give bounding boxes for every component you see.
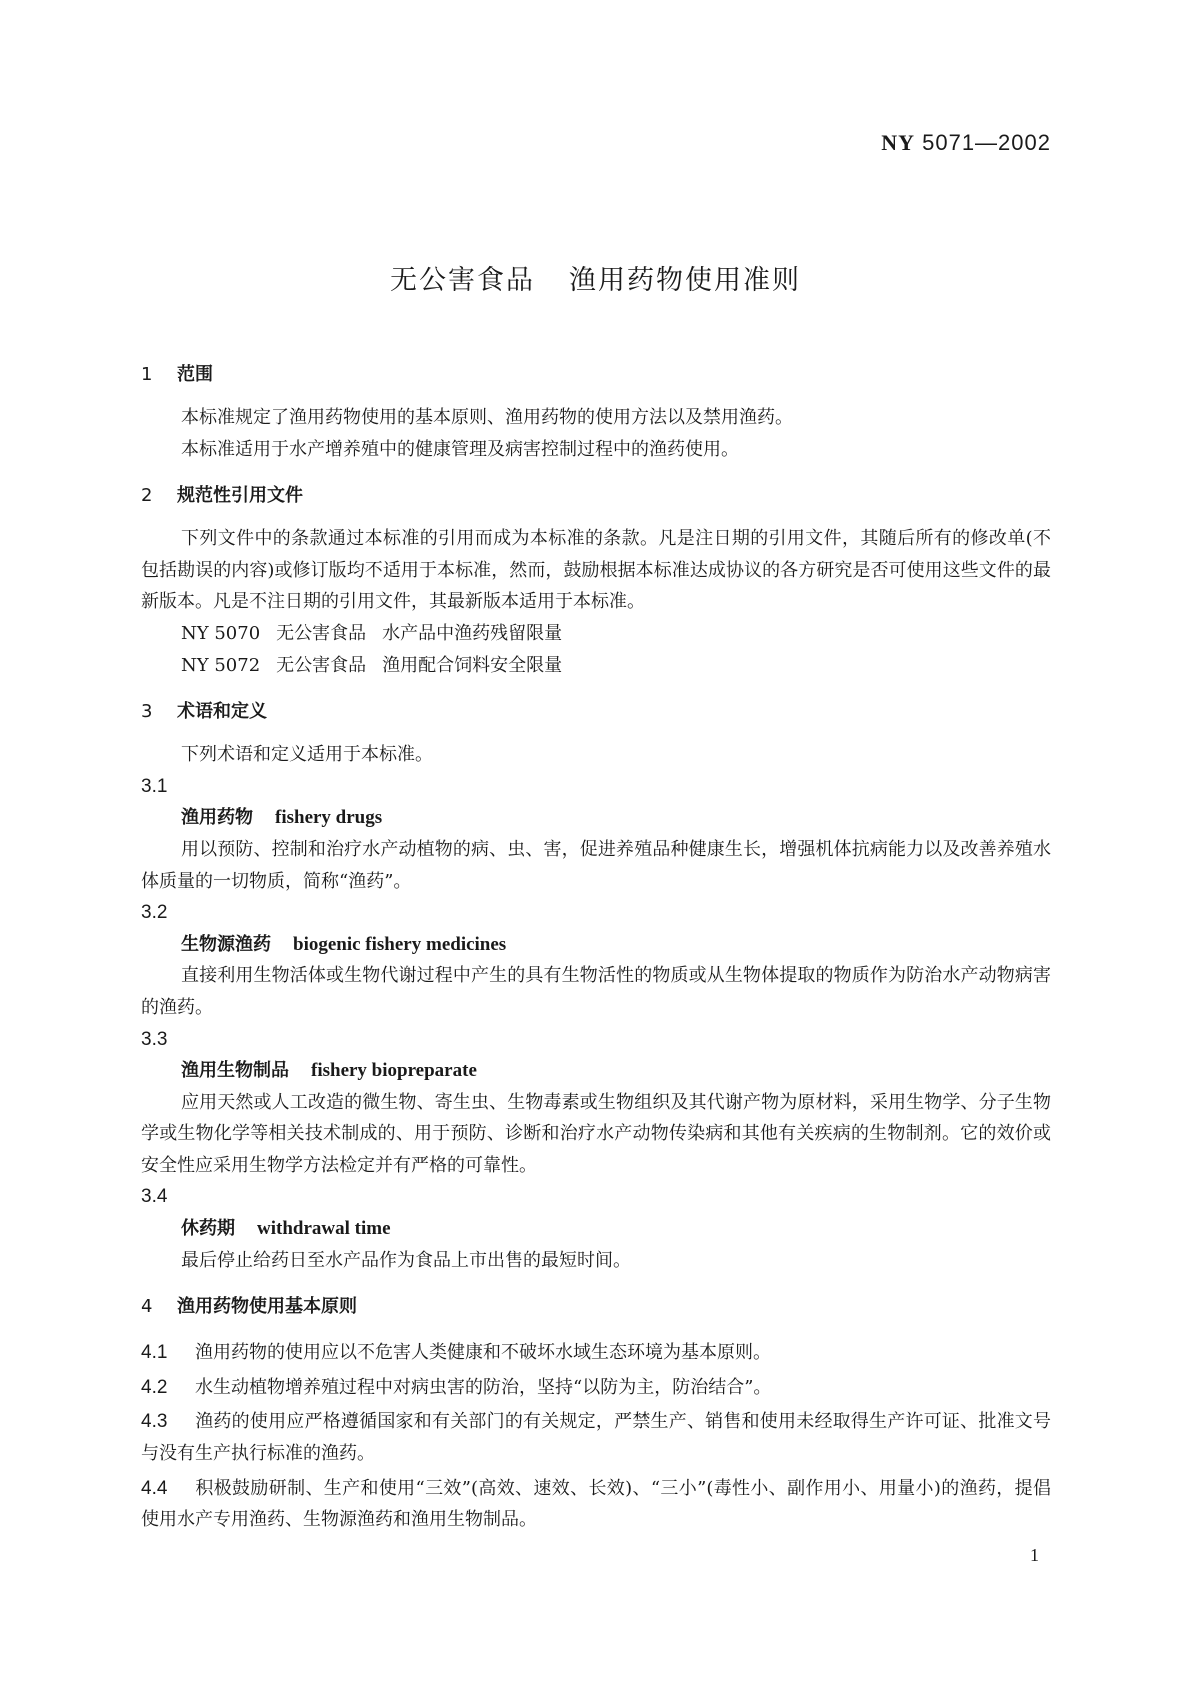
term-definition: 直接利用生物活体或生物代谢过程中产生的具有生物活性的物质或从生物体提取的物质作为防治水产动物病害的渔药。 bbox=[141, 965, 1051, 1018]
term-name-en: withdrawal time bbox=[257, 1218, 391, 1240]
reference-item bbox=[141, 650, 1051, 682]
term-name-en: fishery drugs bbox=[275, 807, 383, 829]
clause-text: 渔用药物的使用应以不危害人类健康和不破坏水域生态环境为基本原则。 bbox=[195, 1342, 771, 1364]
reference-title-1: 无公害食品 bbox=[276, 654, 367, 676]
term-name bbox=[141, 929, 1051, 961]
section-title: 渔用药物使用基本原则 bbox=[177, 1296, 357, 1318]
term-number: 3.1 bbox=[141, 775, 168, 797]
reference-title-2: 渔用配合饲料安全限量 bbox=[382, 654, 563, 676]
section-heading-normative-references bbox=[141, 479, 1051, 513]
clause bbox=[141, 1337, 1051, 1369]
section-heading-terms bbox=[141, 695, 1051, 729]
reference-title-2: 水产品中渔药残留限量 bbox=[382, 622, 563, 644]
reference-code: NY 5072 bbox=[181, 654, 261, 676]
paragraph: 本标准适用于水产增养殖中的健康管理及病害控制过程中的渔药使用。 bbox=[181, 438, 739, 460]
term-name-en: fishery biopreparate bbox=[311, 1060, 477, 1082]
standard-code-number: 5071—2002 bbox=[922, 130, 1051, 155]
clause-text: 积极鼓励研制、生产和使用“三效”(高效、速效、长效)、“三小”(毒性小、副作用小、用量小)的渔药，提倡使用水产专用渔药、生物源渔药和渔用生物制品。 bbox=[141, 1477, 1051, 1531]
standard-code-prefix: NY bbox=[881, 130, 915, 155]
term-definition: 用以预防、控制和治疗水产动植物的病、虫、害，促进养殖品种健康生长，增强机体抗病能力以及改善养殖水体质量的一切物质，简称“渔药”。 bbox=[141, 838, 1051, 892]
term-number: 3.2 bbox=[141, 902, 168, 924]
paragraph: 下列文件中的条款通过本标准的引用而成为本标准的条款。凡是注日期的引用文件，其随后所有的修改单(不包括勘误的内容)或修订版均不适用于本标准，然而，鼓励根据本标准达成协议的各方研究是否可使用这些文件的最新版本。凡是不注日期的引用文件，其最新版本适用于本标准。 bbox=[141, 528, 1051, 613]
page-number-text: 1 bbox=[1030, 1545, 1039, 1565]
page-title bbox=[0, 258, 1191, 297]
term-name bbox=[141, 1213, 1051, 1245]
clause bbox=[141, 1372, 1051, 1404]
term-name-zh: 渔用药物 bbox=[181, 807, 253, 829]
section-number: 1 bbox=[141, 364, 153, 385]
term-name bbox=[141, 802, 1051, 834]
section-number: 4 bbox=[141, 1296, 153, 1318]
document-body bbox=[141, 358, 1051, 1536]
clause-text: 渔药的使用应严格遵循国家和有关部门的有关规定，严禁生产、销售和使用未经取得生产许可证、批准文号与没有生产执行标准的渔药。 bbox=[141, 1411, 1051, 1465]
title-part-1: 无公害食品 bbox=[390, 265, 535, 296]
clause bbox=[141, 1406, 1051, 1469]
term-definition: 应用天然或人工改造的微生物、寄生虫、生物毒素或生物组织及其代谢产物为原材料，采用生物学、分子生物学或生物化学等相关技术制成的、用于预防、诊断和治疗水产动物传染病和其他有关疾病的生物制剂。它的效价或安全性应采用生物学方法检定并有严格的可靠性。 bbox=[141, 1091, 1051, 1176]
clause-number: 4.4 bbox=[141, 1477, 168, 1499]
reference-title-1: 无公害食品 bbox=[276, 622, 367, 644]
standard-code bbox=[881, 130, 1051, 156]
term-name-zh: 渔用生物制品 bbox=[181, 1060, 289, 1082]
term-name bbox=[141, 1055, 1051, 1087]
clause-number: 4.3 bbox=[141, 1411, 168, 1433]
term-definition: 最后停止给药日至水产品作为食品上市出售的最短时间。 bbox=[181, 1249, 631, 1271]
paragraph: 本标准规定了渔用药物使用的基本原则、渔用药物的使用方法以及禁用渔药。 bbox=[181, 407, 793, 428]
term-number: 3.4 bbox=[141, 1186, 168, 1208]
clause bbox=[141, 1473, 1051, 1536]
section-number: 2 bbox=[141, 485, 153, 507]
section-heading-scope bbox=[141, 358, 1051, 392]
section-heading-principles bbox=[141, 1290, 1051, 1324]
section-title: 术语和定义 bbox=[177, 701, 267, 723]
term-name-zh: 休药期 bbox=[181, 1218, 235, 1240]
clause-number: 4.1 bbox=[141, 1342, 168, 1364]
term-number: 3.3 bbox=[141, 1028, 168, 1050]
clause-number: 4.2 bbox=[141, 1376, 168, 1398]
term-name-zh: 生物源渔药 bbox=[181, 933, 271, 955]
clause-text: 水生动植物增养殖过程中对病虫害的防治，坚持“以防为主，防治结合”。 bbox=[195, 1376, 772, 1398]
paragraph: 下列术语和定义适用于本标准。 bbox=[181, 744, 433, 766]
term-name-en: biogenic fishery medicines bbox=[293, 933, 507, 955]
section-title: 范围 bbox=[177, 364, 213, 385]
section-title: 规范性引用文件 bbox=[177, 485, 303, 507]
section-number: 3 bbox=[141, 701, 153, 723]
title-part-2: 渔用药物使用准则 bbox=[569, 265, 801, 296]
reference-item bbox=[141, 618, 1051, 650]
reference-code: NY 5070 bbox=[181, 622, 261, 644]
